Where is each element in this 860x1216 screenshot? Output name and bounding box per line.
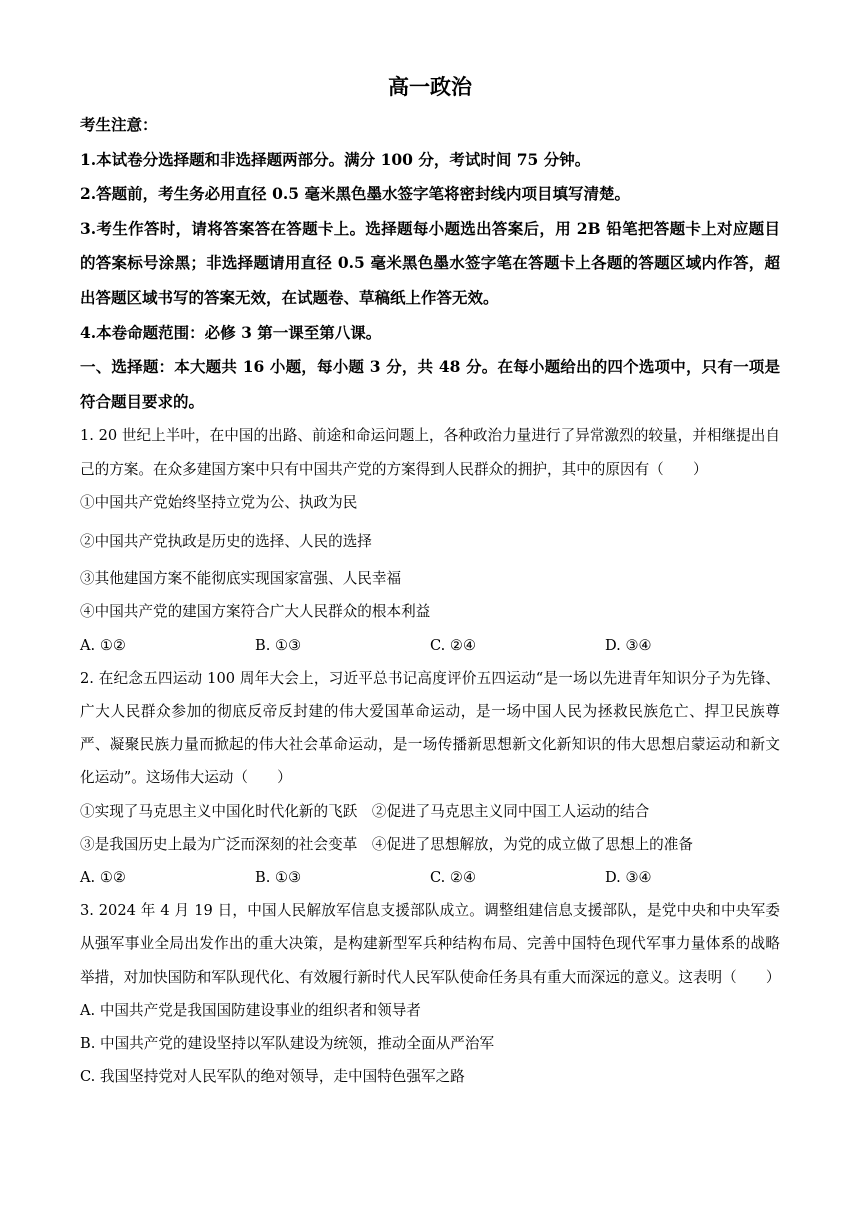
- statement-item: ①中国共产党始终坚持立党为公、执政为民: [80, 493, 358, 511]
- option-b: B. ①③: [255, 868, 302, 886]
- exam-page: [80, 72, 780, 1093]
- question-1: [80, 419, 780, 661]
- notice-item-3: 3.考生作答时，请将答案答在答题卡上。选择题每小题选出答案后，用 2B 铅笔把答题卡上对应题目的答案标号涂黑；非选择题请用直径 0.5 毫米黑色墨水签字笔在答题卡上各题的答题区域内作答，超出答题区域书写的答案无效，在试题卷、草稿纸上作答无效。: [80, 218, 780, 307]
- question-3: [80, 894, 780, 1093]
- exam-title: 高一政治: [388, 74, 472, 99]
- notice-item-1: 1.本试卷分选择题和非选择题两部分。满分 100 分，考试时间 75 分钟。: [80, 149, 591, 169]
- option-d: D. ③④: [605, 636, 652, 654]
- statement-item: ④中国共产党的建国方案符合广大人民群众的根本利益: [80, 603, 431, 621]
- question-stem: 3. 2024 年 4 月 19 日，中国人民解放军信息支援部队成立。调整组建信息支援部队，是党中央和中央军委从强军事业全局出发作出的重大决策，是构建新型军兵种结构布局、完善中国特色现代军事力量体系的战略举措，对加快国防和军队现代化、有效履行新时代人民军队使命任务具有重大而深远的意义。这表明（ ）: [80, 902, 781, 986]
- option-b: B. ①③: [255, 636, 302, 654]
- option-d: D. ③④: [605, 868, 652, 886]
- notice-heading: 考生注意：: [80, 115, 158, 134]
- statement-item: ①实现了马克思主义中国化时代化新的飞跃 ②促进了马克思主义同中国工人运动的结合: [80, 802, 650, 820]
- section-heading: 一、选择题：本大题共 16 小题，每小题 3 分，共 48 分。在每小题给出的四个选项中，只有一项是符合题目要求的。: [80, 357, 780, 411]
- answer-options: [80, 861, 780, 894]
- option-c: C. ②④: [430, 636, 477, 654]
- statement-item: ③其他建国方案不能彻底实现国家富强、人民幸福: [80, 570, 402, 588]
- question-stem: 2. 在纪念五四运动 100 周年大会上，习近平总书记高度评价五四运动“是一场以先进青年知识分子为先锋、广大人民群众参加的彻底反帝反封建的伟大爱国革命运动，是一场中国人民为拯救民族危亡、捍卫民族尊严、凝聚民族力量而掀起的伟大社会革命运动，是一场传播新思想新文化新知识的伟大思想启蒙运动和新文化运动”。这场伟大运动（ ）: [80, 669, 780, 787]
- notice-item-4: 4.本卷命题范围：必修 3 第一课至第八课。: [80, 322, 382, 342]
- notice-item-2: 2.答题前，考生务必用直径 0.5 毫米黑色墨水签字笔将密封线内项目填写清楚。: [80, 184, 630, 204]
- option-c: C. ②④: [430, 868, 477, 886]
- option-a: A. ①②: [80, 868, 126, 886]
- question-2: [80, 662, 780, 894]
- choice-b: B. 中国共产党的建设坚持以军队建设为统领，推动全面从严治军: [80, 1035, 495, 1052]
- option-a: A. ①②: [80, 636, 126, 654]
- statement-item: ②中国共产党执政是历史的选择、人民的选择: [80, 532, 372, 550]
- statement-item: ③是我国历史上最为广泛而深刻的社会变革 ④促进了思想解放，为党的成立做了思想上的准备: [80, 835, 693, 853]
- answer-options: [80, 629, 780, 662]
- question-stem: 1. 20 世纪上半叶，在中国的出路、前途和命运问题上，各种政治力量进行了异常激烈的较量，并相继提出自己的方案。在众多建国方案中只有中国共产党的方案得到人民群众的拥护，其中的原因有（ ）: [80, 427, 780, 478]
- notice-block: [80, 108, 780, 350]
- choice-c: C. 我国坚持党对人民军队的绝对领导，走中国特色强军之路: [80, 1068, 465, 1086]
- choice-a: A. 中国共产党是我国国防建设事业的组织者和领导者: [80, 1001, 421, 1019]
